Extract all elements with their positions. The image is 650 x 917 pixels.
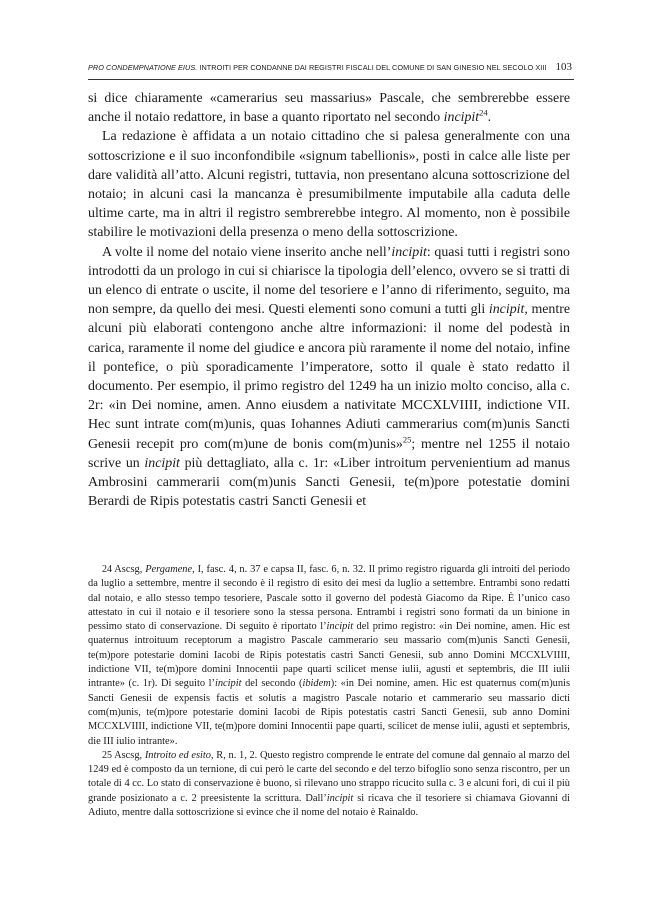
footnote-24-italic-f: incipit <box>214 678 242 690</box>
paragraph-3-italic-b: incipit <box>391 244 427 260</box>
running-head <box>88 61 574 80</box>
paragraph-3-part-c: : quasi tutti i registri sono introdotti da un prologo in cui si chiarisce la tipologia dell’elenco, ovvero se si tratti di un elenco di entrate o uscite, il nome del tesoriere e l’anno di riferimento, seguito, ma non sempre, da quello dei mesi. Questi elementi sono comuni a tutti gli <box>88 244 570 318</box>
paragraph-3-italic-d: incipit <box>488 302 525 318</box>
footnote-24-part-g: del secondo ( <box>241 678 303 690</box>
paragraph-3-part-e: , mentre alcuni più elaborati contengono anche altre informazioni: il nome del podestà in carica, raramente il nome del giudice e ancora più raramente il nome del notaio, infine il pontefice, o più sporadicamente l’imperatore, sotto il quale è stato redatto il documento. Per esempio, il primo registro del 1249 ha un inizio molto conciso, alla c. 2r: «in Dei nomine, amen. Anno eiusdem a nativitate MCCXLVIIII, indictione VII. Hec sunt intrate com(m)unis, quas Iohannes Adiuti cammerarius com(m)unis Sancti Genesii recepit pro com(m)une de bonis com(m)unis» <box>88 302 571 452</box>
paragraph-1-italic: incipit <box>443 110 480 126</box>
footnote-24-part-c: , I, fasc. 4, n. 37 e capsa II, fasc. 6, n. 32. Il primo registro riguarda gli introiti del periodo da luglio a settembre, mentre il secondo è il registro di esito dei mesi da luglio a settembre. Entrambi sono redatti dal notaio, e allo stesso tempo tesoriere, Pascale sotto il governo del podestà Giacomo da Ripe. È l’unico caso attestato in cui il notaio e il tesoriere sono la stessa persona. Entrambi i registri sono formati da un binione in pessimo stato di conservazione. Di seguito è riportato l’ <box>88 564 570 633</box>
page-number: 103 <box>555 61 572 73</box>
paragraph-1-text: si dice chiaramente «camerarius seu massarius» Pascale, che sembrerebbe essere anche il notaio redattore, in base a quanto riportato nel secondo <box>88 91 570 126</box>
footnote-25-number: 25 <box>102 749 112 761</box>
footnote-24-part-i: ): «in Dei nomine, amen. Hic est quaternus com(m)unis Sancti Genesii de expensis factis et solutis a magistro Pascale notario et cammerario seu massario dicti com(m)unis, te(m)pore potestarie domini Iacobi de Ripis potestatis castri Sancti Genesii, sub anno Domini MCCXLVIIII, indictione VII, te(m)pore domini Innocentii pape quarti, scilicet de mense iulii, agusti et septembris, die III iulio intrante». <box>88 678 570 747</box>
main-text <box>88 89 570 511</box>
footnote-24-part-e: del primo registro: «in Dei nomine, amen. Hic est quaternus introituum receptorum a magistro Pascale cammerario seu massario com(m)unis Sancti Genesii, te(m)pore potestarie domini Iacobi de Ripis potestatis castri Sancti Genesii, sub anno Domini MCCXLVIIII, indictione VII, te(m)pore domini Innocentii pape quarti scilicet mense iulii, agusti et septembris, die III iulii intrante» (c. 1r). Di seguito l’ <box>88 621 570 690</box>
footnote-24-number: 24 <box>102 564 112 575</box>
footnote-25 <box>88 749 570 820</box>
paragraph-3-part-f: ; mentre nel 1255 il notaio scrive un <box>88 436 570 471</box>
footnote-ref-24[interactable]: 24 <box>479 107 488 118</box>
paragraph-2: La redazione è affidata a un notaio cittadino che si palesa generalmente con una sottoscrizione e il suo inconfondibile «signum tabellionis», posti in calce alle liste per dare validità all’atto. Alcuni registri, tuttavia, non presentano alcuna sottoscrizione del notaio; in alcuni casi la mancanza è presumibilmente imputabile alla caduta delle ultime carte, ma in altri il registro sembrerebbe integro. Al momento, non è possibile stabilire le motivazioni della presenza o meno della sottoscrizione. <box>88 129 570 241</box>
paragraph-1 <box>88 89 570 127</box>
footnote-25-italic-d: incipit <box>326 792 354 804</box>
paragraph-1-end: . <box>487 110 492 126</box>
paragraph-3 <box>88 243 570 512</box>
footnote-24 <box>88 563 570 749</box>
footnote-24-part-a: Ascsg, <box>112 564 146 575</box>
paragraph-3-italic-g: incipit <box>144 455 180 471</box>
footnote-24-italic-b: Pergamene <box>145 564 193 575</box>
running-head-title-rest: INTROITI PER CONDANNE DAI REGISTRI FISCALI DEL COMUNE DI SAN GINESIO NEL SECOLO XIII <box>197 63 547 72</box>
running-head-title <box>88 63 546 72</box>
paragraph-3-part-a: A volte il nome del notaio viene inserito anche nell’ <box>102 244 392 260</box>
paragraph-3-part-h: più dettagliato, alla c. 1r: «Liber introitum pervenientium ad manus Ambrosini cammerarii com(m)unis Sancti Genesii, te(m)pore potestatie domini Berardi de Ripis potestatis castri Sancti Genesii et <box>88 455 570 510</box>
footnote-25-part-c: , R, n. 1, 2. Questo registro comprende le entrate del comune dal gennaio al marzo del 1249 ed è composto da un ternione, di cui però le carte del secondo e del terzo bifoglio sono senza riscontro, per un totale di 4 cc. Lo stato di conservazione è buono, si rilevano uno strappo ricucito sulla c. 3 e alcuni fori, di cui il più grande posizionato a c. 2 preesistente la scrittura. Dall’ <box>88 749 570 804</box>
footnote-25-italic-b: Introito ed esito <box>144 749 211 761</box>
footnote-24-italic-d: incipit <box>326 621 354 633</box>
footnote-25-part-e: si ricava che il tesoriere si chiamava Giovanni di Adiuto, mentre dalla sottoscrizione si evince che il nome del notaio è Rainaldo. <box>88 792 570 819</box>
running-head-title-italic: PRO CONDEMPNATIONE EIUS. <box>88 63 198 72</box>
footnote-25-part-a: Ascsg, <box>112 749 145 761</box>
footnote-ref-25[interactable]: 25 <box>402 434 412 445</box>
footnotes <box>88 563 570 820</box>
footnote-24-italic-h: ibidem <box>302 678 331 690</box>
